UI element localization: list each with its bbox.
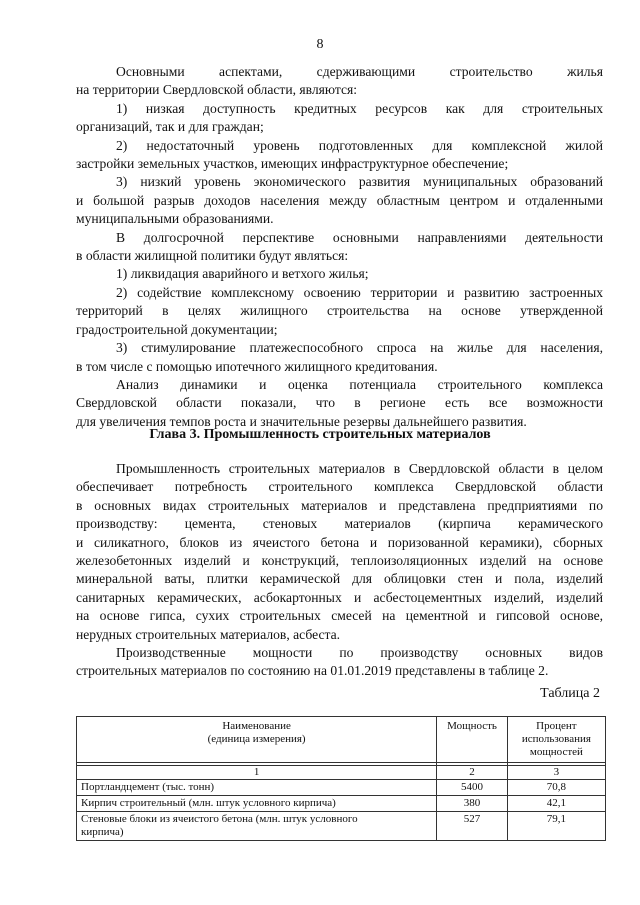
paragraph-intro-line: Основными аспектами, сдерживающими строительство жилья bbox=[116, 64, 603, 79]
column-number: 1 bbox=[77, 766, 437, 780]
paragraph-capacity-line: Производственные мощности по производству основных видов bbox=[116, 645, 603, 661]
paragraph-analysis-line: Свердловской области показали, что в регионе есть все возможности bbox=[76, 395, 603, 411]
paragraph-industry-line: на основе гипса, сухих строительных смесей на цементной и гипсовой основе, bbox=[76, 608, 603, 624]
capacity-table bbox=[76, 716, 606, 841]
page-number: 8 bbox=[316, 37, 324, 52]
row-name-cell: Кирпич строительный (млн. штук условного кирпича) bbox=[77, 796, 437, 812]
direction-item-2-line: территорий в целях жилищного строительства на основе утвержденной bbox=[76, 303, 603, 319]
body-text-chapter bbox=[76, 460, 603, 681]
table-row bbox=[77, 780, 606, 796]
paragraph-intro-line: на территории Свердловской области, являются: bbox=[76, 82, 358, 98]
header-percent-cell bbox=[507, 717, 605, 763]
paragraph-long-term-line: В долгосрочной перспективе основными направлениями деятельности bbox=[116, 229, 603, 245]
header-name-line: Наименование bbox=[222, 720, 291, 732]
list-item-2-line: 2) недостаточный уровень подготовленных для комплексной жилой bbox=[116, 137, 603, 153]
row-percent-cell: 79,1 bbox=[507, 812, 605, 841]
paragraph-industry-line: производству: цемента, стеновых материалов (кирпича керамического bbox=[76, 516, 603, 532]
body-text-upper bbox=[76, 63, 603, 431]
table-header-row bbox=[77, 717, 606, 763]
list-item-1-line: 1) низкая доступность кредитных ресурсов как для строительных bbox=[116, 100, 603, 116]
header-name-cell bbox=[77, 717, 437, 763]
direction-item-3-line: 3) стимулирование платежеспособного спроса на жилье для населения, bbox=[116, 340, 603, 356]
row-percent-cell: 70,8 bbox=[507, 780, 605, 796]
header-capacity-cell: Мощность bbox=[437, 717, 508, 763]
column-number: 3 bbox=[507, 766, 605, 780]
row-percent-cell: 42,1 bbox=[507, 796, 605, 812]
list-item-2-line: застройки земельных участков, имеющих инфраструктурное обеспечение; bbox=[76, 156, 509, 172]
column-number: 2 bbox=[437, 766, 508, 780]
paragraph-industry-line: обеспечивает потребность строительного комплекса Свердловской области bbox=[76, 479, 603, 495]
list-item-3-line: и большой разрыв доходов населения между областным центром и отдаленными bbox=[76, 192, 603, 208]
direction-item-2-line: градостроительной документации; bbox=[76, 321, 278, 337]
table-row bbox=[77, 812, 606, 841]
column-number-row bbox=[77, 766, 606, 780]
table-caption: Таблица 2 bbox=[540, 686, 600, 701]
direction-item-2-line: 2) содействие комплексному освоению территории и развитию застроенных bbox=[116, 284, 603, 300]
paragraph-industry-line: Промышленность строительных материалов в Свердловской области в целом bbox=[116, 461, 603, 476]
list-item-1-line: организаций, так и для граждан; bbox=[76, 119, 264, 135]
table-row bbox=[77, 796, 606, 812]
paragraph-analysis-line: для увеличения темпов роста и значительные резервы дальнейшего развития. bbox=[76, 413, 527, 429]
paragraph-industry-line: железобетонных изделий и конструкций, теплоизоляционных изделий на основе bbox=[76, 553, 603, 569]
paragraph-industry-line: и силикатного, блоков из ячеистого бетона и поризованной керамики), сборных bbox=[76, 534, 603, 550]
direction-item-1-line: 1) ликвидация аварийного и ветхого жилья; bbox=[116, 266, 369, 282]
direction-item-3-line: в том числе с помощью ипотечного жилищного кредитования. bbox=[76, 358, 438, 374]
row-name-line: кирпича) bbox=[81, 826, 124, 838]
paragraph-industry-line: минеральной ваты, плитки керамической для облицовки стен и пола, изделий bbox=[76, 571, 603, 587]
row-capacity-cell: 527 bbox=[437, 812, 508, 841]
list-item-3-line: 3) низкий уровень экономического развития муниципальных образований bbox=[116, 174, 603, 190]
list-item-3-line: муниципальными образованиями. bbox=[76, 211, 274, 227]
row-name-line: Стеновые блоки из ячеистого бетона (млн. штук условного bbox=[81, 813, 358, 825]
paragraph-industry-line: в основных видах строительных материалов и представлена предприятиями по bbox=[76, 497, 603, 513]
paragraph-analysis-line: Анализ динамики и оценка потенциала строительного комплекса bbox=[116, 376, 603, 392]
paragraph-industry-line: нерудных строительных материалов, асбеста. bbox=[76, 626, 341, 642]
header-percent-line: мощностей bbox=[529, 746, 583, 758]
row-capacity-cell: 5400 bbox=[437, 780, 508, 796]
row-name-cell bbox=[77, 812, 437, 841]
row-name-cell: Портландцемент (тыс. тонн) bbox=[77, 780, 437, 796]
paragraph-industry-line: санитарных керамических, асбокартонных и асбестоцементных изделий, изделий bbox=[76, 589, 603, 605]
header-name-line: (единица измерения) bbox=[207, 733, 306, 745]
header-percent-line: Процент bbox=[536, 720, 577, 732]
header-percent-line: использования bbox=[521, 733, 591, 745]
paragraph-long-term-line: в области жилищной политики будут являться: bbox=[76, 248, 349, 264]
paragraph-capacity-line: строительных материалов по состоянию на 01.01.2019 представлены в таблице 2. bbox=[76, 663, 549, 679]
row-capacity-cell: 380 bbox=[437, 796, 508, 812]
chapter-heading: Глава 3. Промышленность строительных материалов bbox=[149, 427, 491, 442]
